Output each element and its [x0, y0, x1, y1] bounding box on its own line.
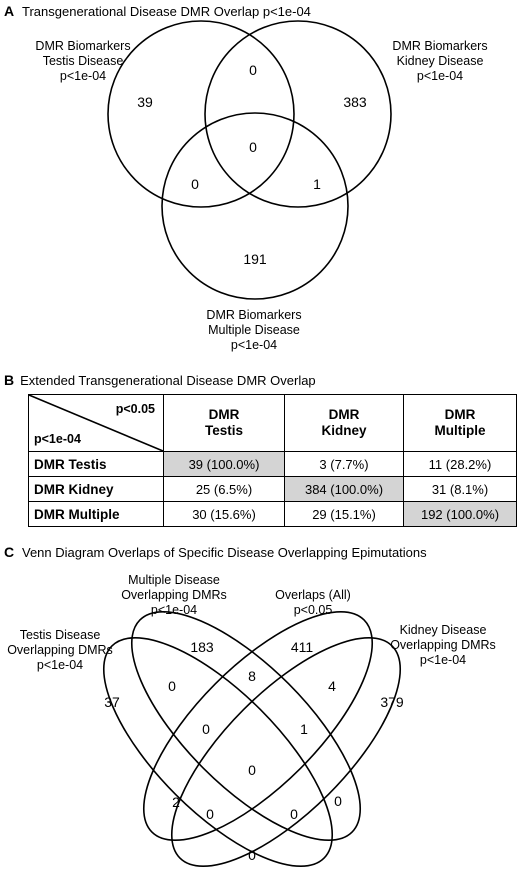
table-cell: 11 (28.2%) [404, 452, 517, 477]
panel-c-title: Venn Diagram Overlaps of Specific Disease Overlapping Epimutations [22, 545, 427, 560]
multiple-circle-label-line3: p<1e-04 [230, 338, 278, 352]
table-cell: 29 (15.1%) [285, 502, 404, 527]
table-row [29, 452, 517, 477]
count-multiple-overlaps-kidney: 1 [300, 721, 308, 737]
panel-b-title [4, 372, 316, 388]
count-kidney-multiple: 1 [313, 176, 321, 192]
count-multiple-only: 191 [243, 251, 267, 267]
table-cell: 25 (6.5%) [164, 477, 285, 502]
count-testis-kidney: 0 [248, 847, 256, 863]
panel-c-venn [0, 540, 520, 870]
count-testis-only: 37 [104, 694, 120, 710]
count-kidney-only: 383 [343, 94, 367, 110]
col-header-line2: Kidney [321, 423, 367, 438]
table-cell: 39 (100.0%) [164, 452, 285, 477]
testis-circle-label-line1: DMR Biomarkers [35, 39, 131, 53]
table-row [29, 477, 517, 502]
col-header-line1: DMR [444, 407, 476, 422]
table-cell: 3 (7.7%) [285, 452, 404, 477]
table-header-row [29, 395, 517, 452]
panel-c-letter: C [4, 544, 15, 560]
multiple-ellipse-label-line3: p<1e-04 [150, 603, 198, 617]
count-overlaps-kidney: 4 [328, 678, 336, 694]
corner-col-label: p<0.05 [115, 402, 155, 416]
kidney-circle-label-line2: Kidney Disease [396, 54, 484, 68]
col-header-line1: DMR [328, 407, 360, 422]
kidney-ellipse-label-line2: Overlapping DMRs [390, 638, 496, 652]
row-header-kidney: DMR Kidney [29, 477, 164, 502]
count-testis-kidney: 0 [249, 62, 257, 78]
panel-b-letter: B [4, 372, 15, 388]
count-testis-multiple: 0 [191, 176, 199, 192]
kidney-ellipse-label-line1: Kidney Disease [399, 623, 487, 637]
testis-ellipse-label-line2: Overlapping DMRs [7, 643, 113, 657]
col-header-line2: Multiple [434, 423, 486, 438]
count-multiple-only: 183 [190, 639, 214, 655]
table-cell: 31 (8.1%) [404, 477, 517, 502]
count-multiple-overlaps: 8 [248, 668, 256, 684]
kidney-disease-circle [205, 21, 391, 207]
count-testis-multiple-kidney: 0 [290, 806, 298, 822]
col-header-kidney [285, 395, 404, 452]
multiple-circle-label-line2: Multiple Disease [208, 323, 300, 337]
count-testis-multiple: 0 [168, 678, 176, 694]
kidney-circle-label-line3: p<1e-04 [416, 69, 464, 83]
panel-a-title: Transgenerational Disease DMR Overlap p<1e-04 [22, 4, 311, 19]
count-testis-only: 39 [137, 94, 153, 110]
count-testis-overlaps: 2 [172, 794, 180, 810]
table-cell: 384 (100.0%) [285, 477, 404, 502]
multiple-overlapping-ellipse [98, 578, 395, 870]
multiple-circle-label-line1: DMR Biomarkers [206, 308, 302, 322]
testis-circle-label-line2: Testis Disease [42, 54, 124, 68]
corner-row-label: p<1e-04 [34, 432, 81, 446]
overlaps-all-ellipse [110, 578, 407, 870]
testis-ellipse-label-line1: Testis Disease [19, 628, 101, 642]
overlap-table [28, 394, 517, 527]
kidney-ellipse-label-line3: p<1e-04 [419, 653, 467, 667]
count-testis-overlaps-kidney: 0 [206, 806, 214, 822]
table-row [29, 502, 517, 527]
table-cell: 30 (15.6%) [164, 502, 285, 527]
col-header-multiple [404, 395, 517, 452]
count-overlaps-only: 411 [290, 639, 314, 655]
testis-ellipse-label-line3: p<1e-04 [36, 658, 84, 672]
col-header-testis [164, 395, 285, 452]
row-header-testis: DMR Testis [29, 452, 164, 477]
multiple-ellipse-label-line1: Multiple Disease [128, 573, 220, 587]
count-multiple-kidney: 0 [334, 793, 342, 809]
overlaps-ellipse-label-line1: Overlaps (All) [275, 588, 351, 602]
multiple-ellipse-label-line2: Overlapping DMRs [121, 588, 227, 602]
col-header-line2: Testis [204, 423, 243, 438]
table-cell: 192 (100.0%) [404, 502, 517, 527]
row-header-multiple: DMR Multiple [29, 502, 164, 527]
count-kidney-only: 379 [380, 694, 404, 710]
panel-a-letter: A [4, 3, 15, 19]
count-testis-multiple-overlaps: 0 [202, 721, 210, 737]
testis-circle-label-line3: p<1e-04 [59, 69, 107, 83]
overlaps-ellipse-label-line2: p<0.05 [293, 603, 333, 617]
kidney-circle-label-line1: DMR Biomarkers [392, 39, 488, 53]
panel-a-venn [0, 0, 520, 370]
panel-b-title-text: Extended Transgenerational Disease DMR Overlap [20, 373, 316, 388]
count-all-three: 0 [249, 139, 257, 155]
table-corner-cell [29, 395, 164, 452]
col-header-line1: DMR [208, 407, 240, 422]
count-all-four: 0 [248, 762, 256, 778]
